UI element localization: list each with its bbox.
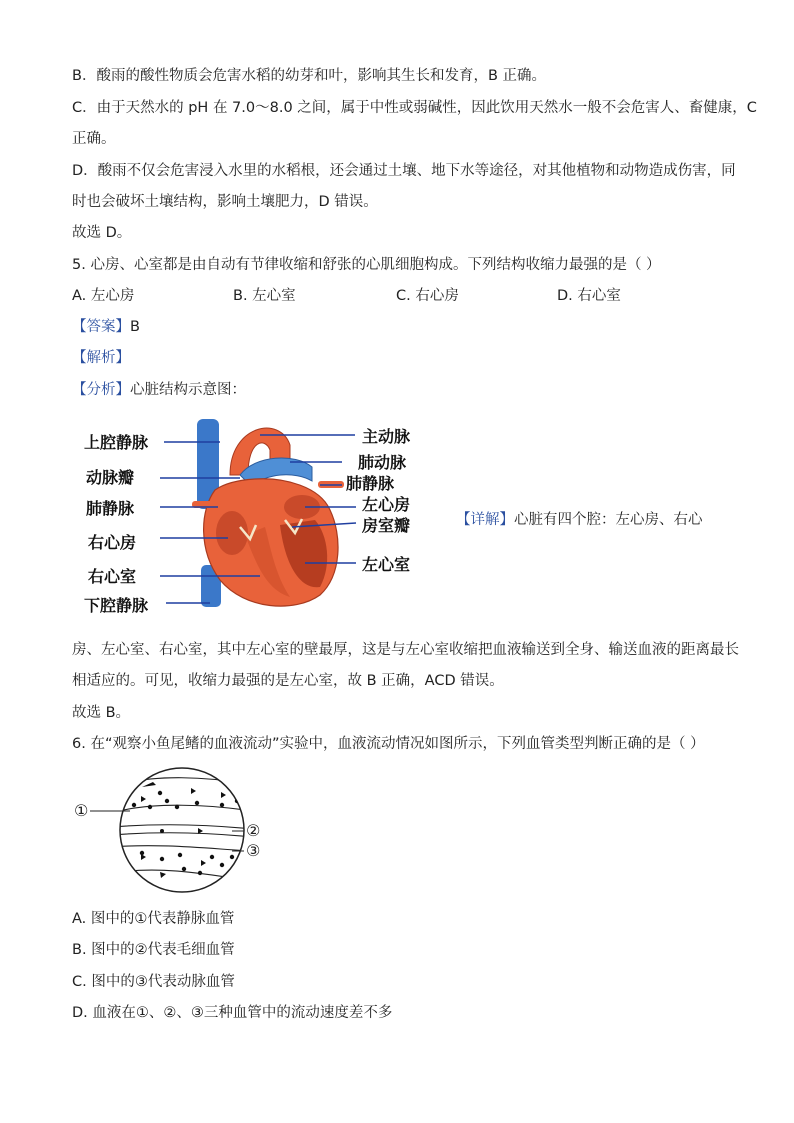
label-right-ventricle: 右心室 [88,567,137,586]
analysis-tag: 【解析】 [72,350,130,366]
q5-detail-line3: 相适应的。可见，收缩力最强的是左心室，故 B 正确，ACD 错误。 [72,673,504,689]
blood-cell [230,855,234,859]
blood-cell [160,857,164,861]
vessel-diagram [72,765,272,895]
q5-analysis [72,348,130,368]
q5-answer [72,317,140,337]
blood-cell [210,855,214,859]
q4-option-d-line2: 时也会破坏土壤结构，影响土壤肥力，D 错误。 [72,194,378,210]
blood-cell [178,853,182,857]
q5-fenxi [72,380,246,400]
blood-cell [198,871,202,875]
q5-detail-line2: 房、左心室、右心室，其中左心室的壁最厚，这是与左心室收缩把血液输送到全身、输送血液的距离最长 [72,642,739,658]
blood-cell [132,803,136,807]
blood-cell [220,863,224,867]
q6-label-3: ③ [246,841,261,860]
detail-text-1: 心脏有四个腔：左心房、右心 [514,512,703,528]
q6-option-a: A. 图中的①代表静脉血管 [72,911,235,927]
q5-stem: 5. 心房、心室都是由自动有节律收缩和舒张的心肌细胞构成。下列结构收缩力最强的是（ ） [72,257,661,273]
blood-cell [175,805,179,809]
label-svc: 上腔静脉 [84,433,149,452]
blood-cell [140,851,144,855]
label-ivc: 下腔静脉 [84,596,149,615]
answer-value: B [130,319,140,335]
label-left-atrium: 左心房 [362,495,411,514]
q6-option-d: D. 血液在①、②、③三种血管中的流动速度差不多 [72,1005,393,1021]
blood-cell [148,805,152,809]
blood-cell [220,803,224,807]
q5-detail-line1 [456,510,703,530]
q6-option-c: C. 图中的③代表动脉血管 [72,974,235,990]
q6-label-1: ① [74,801,89,820]
q4-option-d-line1: D．酸雨不仅会危害浸入水里的水稻根，还会通过土壤、地下水等途径，对其他植物和动物造成伤害，同 [72,163,736,179]
label-pulm-vein-left: 肺静脉 [86,499,135,518]
q4-option-b: B．酸雨的酸性物质会危害水稻的幼芽和叶，影响其生长和发育，B 正确。 [72,68,547,84]
q5-option-a: A. 左心房 [72,288,135,304]
blood-cell [165,799,169,803]
blood-cell [182,867,186,871]
detail-tag: 【详解】 [456,512,514,528]
q5-option-d: D. 右心室 [557,288,621,304]
q6-option-b: B. 图中的②代表毛细血管 [72,942,235,958]
q6-stem: 6. 在“观察小鱼尾鳍的血液流动”实验中，血液流动情况如图所示，下列血管类型判断正确的是（ ） [72,736,705,752]
label-pulm-artery: 肺动脉 [358,453,407,472]
q4-conclusion: 故选 D。 [72,225,132,241]
label-arterial-valve: 动脉瓣 [86,468,135,487]
label-pulm-vein-right: 肺静脉 [346,474,395,493]
right-atrium-shape [216,511,248,555]
blood-cell [158,791,162,795]
q4-option-c-line2: 正确。 [72,131,116,147]
blood-cell [195,801,199,805]
label-left-ventricle: 左心室 [362,555,411,574]
fenxi-tag: 【分析】 [72,382,130,398]
answer-tag: 【答案】 [72,319,130,335]
q6-label-2: ② [246,821,261,840]
view-circle [120,768,244,892]
label-av-valve: 房室瓣 [362,516,411,535]
label-aorta: 主动脉 [362,427,411,446]
label-right-atrium: 右心房 [88,533,137,552]
q4-option-c-line1: C．由于天然水的 pH 在 7.0～8.0 之间，属于中性或弱碱性，因此饮用天然水一般不会危害人、畜健康，C [72,100,757,116]
fenxi-text: 心脏结构示意图： [130,382,246,398]
q5-option-b: B. 左心室 [233,288,296,304]
q5-conclusion: 故选 B。 [72,705,131,721]
q5-option-c: C. 右心房 [396,288,459,304]
blood-cell [160,829,164,833]
